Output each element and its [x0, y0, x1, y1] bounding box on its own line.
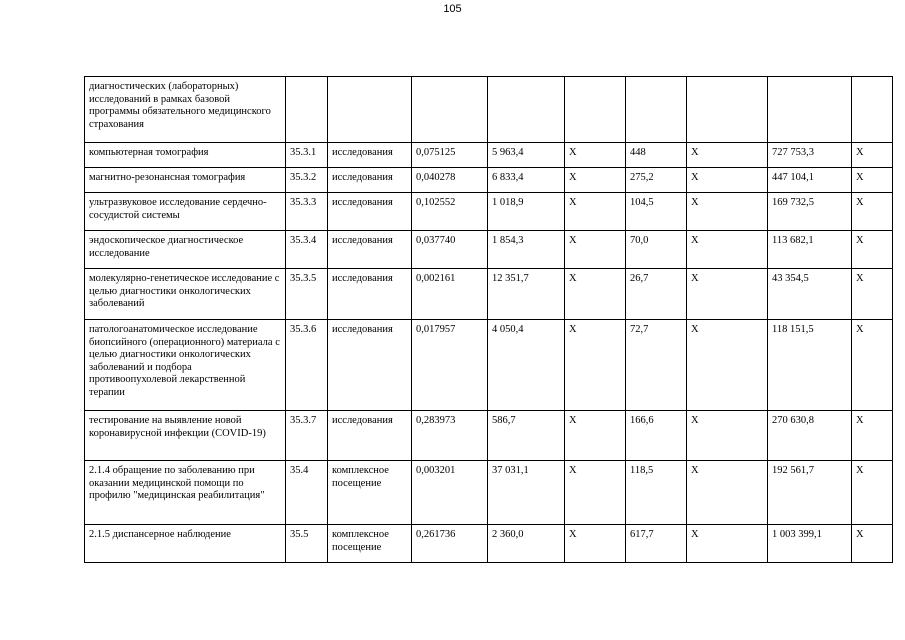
- cost-cell: 5 963,4: [488, 143, 565, 168]
- amount-cell: 118 151,5: [768, 320, 852, 411]
- cost-cell: 1 018,9: [488, 193, 565, 231]
- x-cell: Х: [687, 231, 768, 269]
- data-table: [84, 76, 893, 563]
- x-cell: Х: [852, 231, 893, 269]
- x-cell: Х: [852, 269, 893, 320]
- cost-cell: 4 050,4: [488, 320, 565, 411]
- volume-cell: 166,6: [626, 411, 687, 461]
- x-cell: Х: [852, 411, 893, 461]
- norm-cell: 0,283973: [412, 411, 488, 461]
- table-row: [85, 320, 893, 411]
- table-row: [85, 193, 893, 231]
- x-cell: Х: [852, 525, 893, 563]
- unit-cell: исследования: [328, 193, 412, 231]
- row-code-cell: 35.5: [286, 525, 328, 563]
- volume-cell: 70,0: [626, 231, 687, 269]
- unit-cell: исследования: [328, 168, 412, 193]
- row-code-cell: 35.3.6: [286, 320, 328, 411]
- service-name-cell: компьютерная томография: [85, 143, 286, 168]
- unit-cell: [328, 77, 412, 143]
- table-row: [85, 525, 893, 563]
- amount-cell: 43 354,5: [768, 269, 852, 320]
- amount-cell: 113 682,1: [768, 231, 852, 269]
- row-code-cell: 35.3.7: [286, 411, 328, 461]
- row-code-cell: 35.3.3: [286, 193, 328, 231]
- row-code-cell: 35.3.2: [286, 168, 328, 193]
- x-cell: Х: [565, 168, 626, 193]
- x-cell: Х: [565, 269, 626, 320]
- x-cell: Х: [565, 143, 626, 168]
- x-cell: Х: [565, 320, 626, 411]
- row-code-cell: 35.3.1: [286, 143, 328, 168]
- x-cell: Х: [687, 411, 768, 461]
- amount-cell: 447 104,1: [768, 168, 852, 193]
- cost-cell: 2 360,0: [488, 525, 565, 563]
- x-cell: Х: [565, 411, 626, 461]
- volume-cell: 118,5: [626, 461, 687, 525]
- unit-cell: исследования: [328, 320, 412, 411]
- cost-cell: 37 031,1: [488, 461, 565, 525]
- service-name-cell: эндоскопическое диагностическое исследование: [85, 231, 286, 269]
- cost-cell: 586,7: [488, 411, 565, 461]
- unit-cell: исследования: [328, 231, 412, 269]
- amount-cell: 1 003 399,1: [768, 525, 852, 563]
- cost-cell: 12 351,7: [488, 269, 565, 320]
- service-name-cell: патологоанатомическое исследование биопсийного (операционного) материала с целью диагностики онкологических заболеваний и подбора противоопухолевой лекарственной терапии: [85, 320, 286, 411]
- unit-cell: исследования: [328, 411, 412, 461]
- cost-cell: 1 854,3: [488, 231, 565, 269]
- table-row: [85, 269, 893, 320]
- x-cell: [565, 77, 626, 143]
- table-row: [85, 143, 893, 168]
- x-cell: Х: [687, 143, 768, 168]
- x-cell: Х: [687, 168, 768, 193]
- x-cell: Х: [565, 231, 626, 269]
- service-name-cell: диагностических (лабораторных) исследований в рамках базовой программы обязательного медицинского страхования: [85, 77, 286, 143]
- table-body: [85, 77, 893, 563]
- unit-cell: комплексное посещение: [328, 461, 412, 525]
- service-name-cell: молекулярно-генетическое исследование с целью диагностики онкологических заболеваний: [85, 269, 286, 320]
- cost-cell: [488, 77, 565, 143]
- x-cell: Х: [852, 168, 893, 193]
- norm-cell: 0,075125: [412, 143, 488, 168]
- service-name-cell: 2.1.5 диспансерное наблюдение: [85, 525, 286, 563]
- x-cell: Х: [687, 269, 768, 320]
- row-code-cell: 35.3.4: [286, 231, 328, 269]
- amount-cell: 169 732,5: [768, 193, 852, 231]
- x-cell: Х: [565, 461, 626, 525]
- volume-cell: 617,7: [626, 525, 687, 563]
- x-cell: [687, 77, 768, 143]
- table-row: [85, 168, 893, 193]
- cost-cell: 6 833,4: [488, 168, 565, 193]
- service-name-cell: 2.1.4 обращение по заболеванию при оказании медицинской помощи по профилю "медицинская реабилитация": [85, 461, 286, 525]
- amount-cell: [768, 77, 852, 143]
- service-name-cell: тестирование на выявление новой коронавирусной инфекции (COVID-19): [85, 411, 286, 461]
- x-cell: Х: [852, 193, 893, 231]
- x-cell: Х: [687, 320, 768, 411]
- x-cell: Х: [687, 525, 768, 563]
- norm-cell: 0,102552: [412, 193, 488, 231]
- volume-cell: 104,5: [626, 193, 687, 231]
- volume-cell: [626, 77, 687, 143]
- unit-cell: исследования: [328, 269, 412, 320]
- x-cell: Х: [687, 461, 768, 525]
- norm-cell: 0,037740: [412, 231, 488, 269]
- x-cell: Х: [687, 193, 768, 231]
- amount-cell: 192 561,7: [768, 461, 852, 525]
- table-row: [85, 461, 893, 525]
- x-cell: Х: [852, 143, 893, 168]
- x-cell: [852, 77, 893, 143]
- volume-cell: 26,7: [626, 269, 687, 320]
- volume-cell: 72,7: [626, 320, 687, 411]
- table-row: [85, 411, 893, 461]
- row-code-cell: 35.4: [286, 461, 328, 525]
- row-code-cell: [286, 77, 328, 143]
- unit-cell: исследования: [328, 143, 412, 168]
- page-number: 105: [443, 3, 462, 15]
- norm-cell: 0,017957: [412, 320, 488, 411]
- amount-cell: 270 630,8: [768, 411, 852, 461]
- service-name-cell: ультразвуковое исследование сердечно-сосудистой системы: [85, 193, 286, 231]
- unit-cell: комплексное посещение: [328, 525, 412, 563]
- x-cell: Х: [852, 320, 893, 411]
- x-cell: Х: [565, 193, 626, 231]
- norm-cell: [412, 77, 488, 143]
- amount-cell: 727 753,3: [768, 143, 852, 168]
- x-cell: Х: [565, 525, 626, 563]
- norm-cell: 0,003201: [412, 461, 488, 525]
- norm-cell: 0,040278: [412, 168, 488, 193]
- volume-cell: 275,2: [626, 168, 687, 193]
- table-row: [85, 77, 893, 143]
- norm-cell: 0,261736: [412, 525, 488, 563]
- norm-cell: 0,002161: [412, 269, 488, 320]
- service-name-cell: магнитно-резонансная томография: [85, 168, 286, 193]
- table-row: [85, 231, 893, 269]
- x-cell: Х: [852, 461, 893, 525]
- volume-cell: 448: [626, 143, 687, 168]
- row-code-cell: 35.3.5: [286, 269, 328, 320]
